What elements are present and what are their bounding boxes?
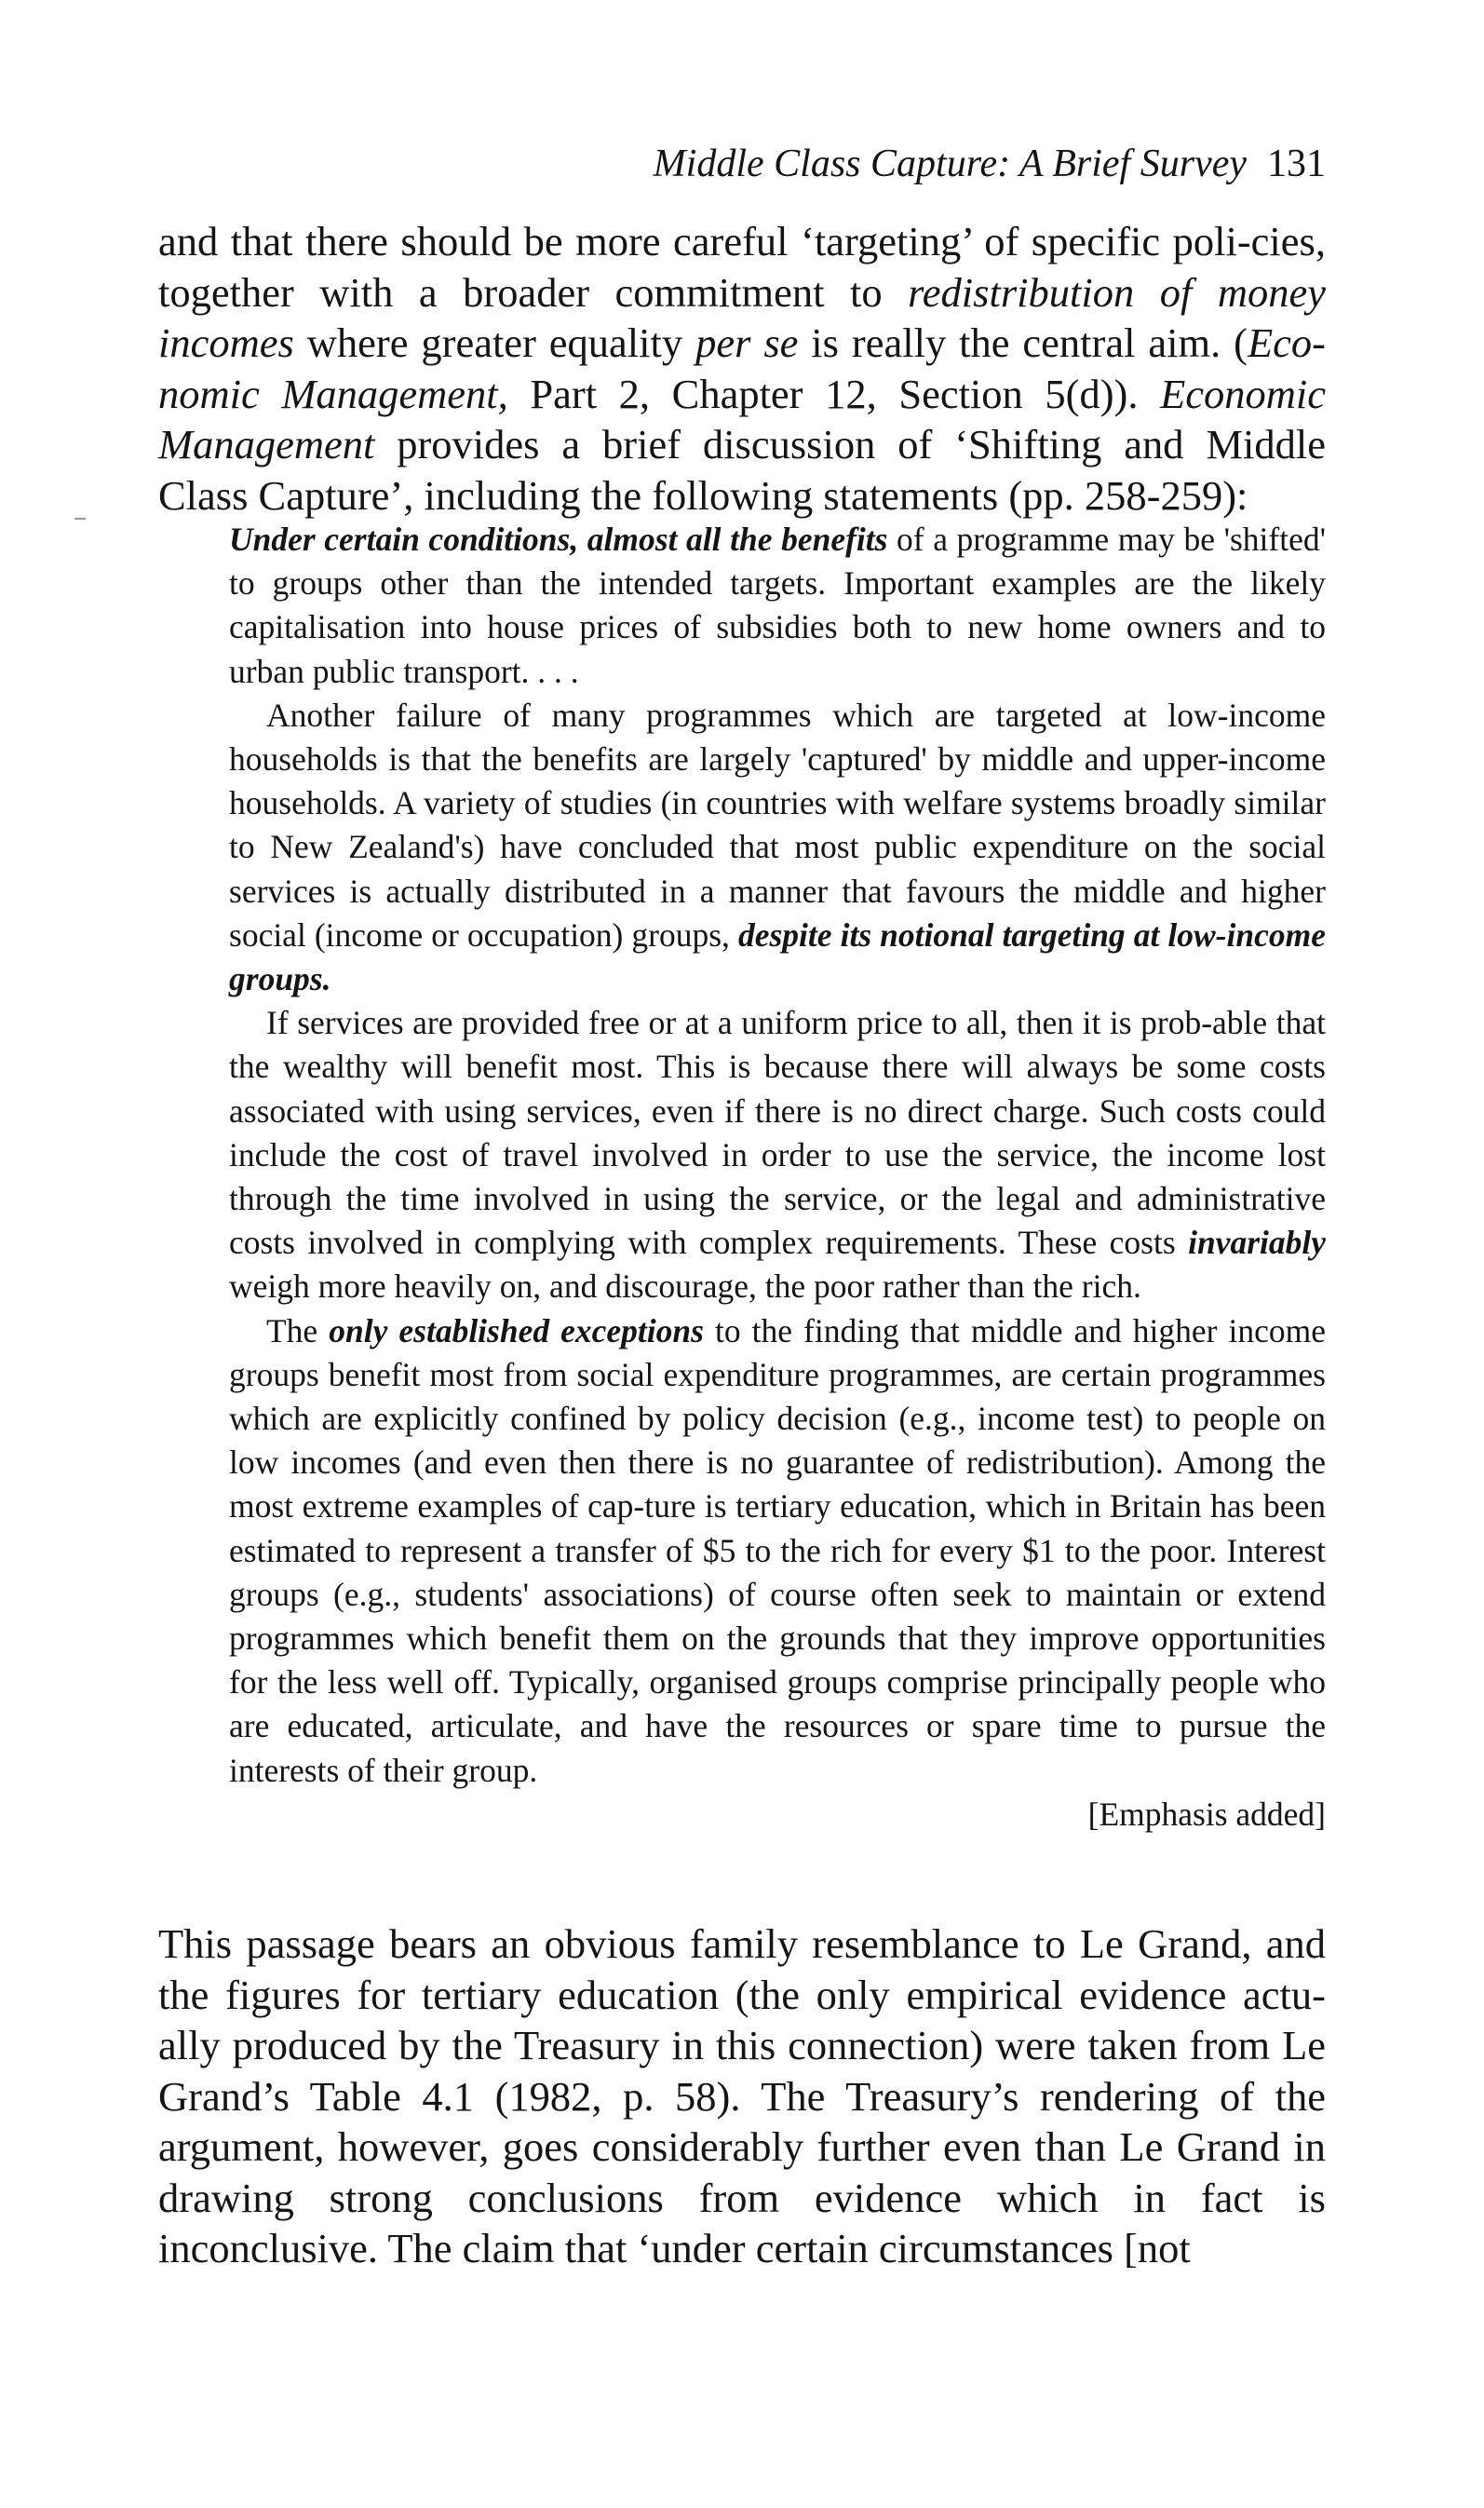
page-number: 131 (1267, 142, 1326, 185)
block-quote (229, 518, 1326, 1837)
text-run: Part 2, Chapter 12, Section 5(d)). (507, 370, 1161, 417)
body-paragraph-bottom (158, 1918, 1326, 2274)
margin-mark (74, 518, 86, 520)
text-run: to the finding that middle and higher income groups benefit most from social expenditure programmes, are certain programmes which are explicitly confined by policy decision (e.g., income test) to people on low incomes (and even then there is no guarantee of redistribution). Among the most extreme examples of cap-ture is tertiary education, which in Britain has been estimated to represent a transfer of $5 to the rich for every $1 to the poor. Interest groups (e.g., students' associations) of course often seek to maintain or extend programmes which benefit them on the grounds that they improve opportunities for the less well off. Typically, organised groups comprise principally people who are educated, articulate, and have the resources or spare time to pursue the interests of their group. (229, 1311, 1326, 1789)
body-paragraph (158, 216, 1326, 521)
text-run: of a programme may be 'shifted' to groups other than the intended targets. Important examples are the likely capitalisation into house prices of subsidies both to new home owners and to urban public transport. . . . (229, 521, 1327, 690)
text-run: Another failure of many programmes which are targeted at low-income households is that the benefits are largely 'captured' by middle and upper-income households. A variety of studies (in countries with welfare systems broadly similar to New Zealand's) have concluded that most public expenditure on the social services is actually distributed in a manner that favours the middle and higher social (income or occupation) groups, (229, 696, 1326, 954)
text-run: is really the central aim. ( (798, 319, 1248, 366)
text-run: If services are provided free or at a uniform price to all, then it is prob-able that the wealthy will benefit most. This is because there will always be some costs associated with using services, even if there is no direct charge. Such costs could include the cost of travel involved in order to use the service, the income lost through the time involved in using the service, or the legal and administrative costs involved in complying with complex requirements. These costs (229, 1004, 1326, 1262)
text-run-emphasis: despite its notional targeting at low-income groups. (229, 915, 1326, 998)
text-run-italic: Eco-nomic Management, (158, 319, 1326, 417)
text-run-emphasis: Under certain conditions, almost all the benefits (229, 521, 888, 558)
body-paragraph-top (158, 216, 1326, 521)
quote-paragraph-1 (229, 518, 1326, 694)
text-run: weigh more heavily on, and discourage, the poor rather than the rich. (229, 1268, 1141, 1306)
text-run-emphasis: only established exceptions (329, 1311, 704, 1349)
quote-paragraph-4 (229, 1309, 1326, 1793)
text-run-italic: per se (695, 319, 799, 366)
quote-paragraph-2 (229, 694, 1326, 1001)
text-run: where greater equality (293, 319, 696, 366)
running-head-title: Middle Class Capture: A Brief Survey (653, 142, 1247, 185)
emphasis-note: [Emphasis added] (1087, 1795, 1326, 1833)
text-run: provides a brief discussion of ‘Shifting and Middle Class Capture’, including the following statements (pp. 258-259): (158, 421, 1326, 519)
running-head (654, 140, 1326, 188)
text-run-italic: redistribution of money incomes (158, 268, 1327, 366)
quote-paragraph-3 (229, 1001, 1326, 1308)
text-run: The (266, 1311, 330, 1349)
body-paragraph: This passage bears an obvious family resemblance to Le Grand, and the figures for tertiary education (the only empirical evidence actu-ally produced by the Treasury in this connection) were taken from Le Grand’s Table 4.1 (1982, p. 58). The Treasury’s rendering of the argument, however, goes considerably further even than Le Grand in drawing strong conclusions from evidence which in fact is inconclusive. The claim that ‘under certain circumstances [not (158, 1920, 1326, 2271)
text-run: and that there should be more careful ‘targeting’ of specific poli-cies, together with a broader commitment to (158, 218, 1326, 316)
text-run-italic: Economic Management (158, 370, 1326, 468)
text-run-emphasis: invariably (1188, 1224, 1326, 1262)
